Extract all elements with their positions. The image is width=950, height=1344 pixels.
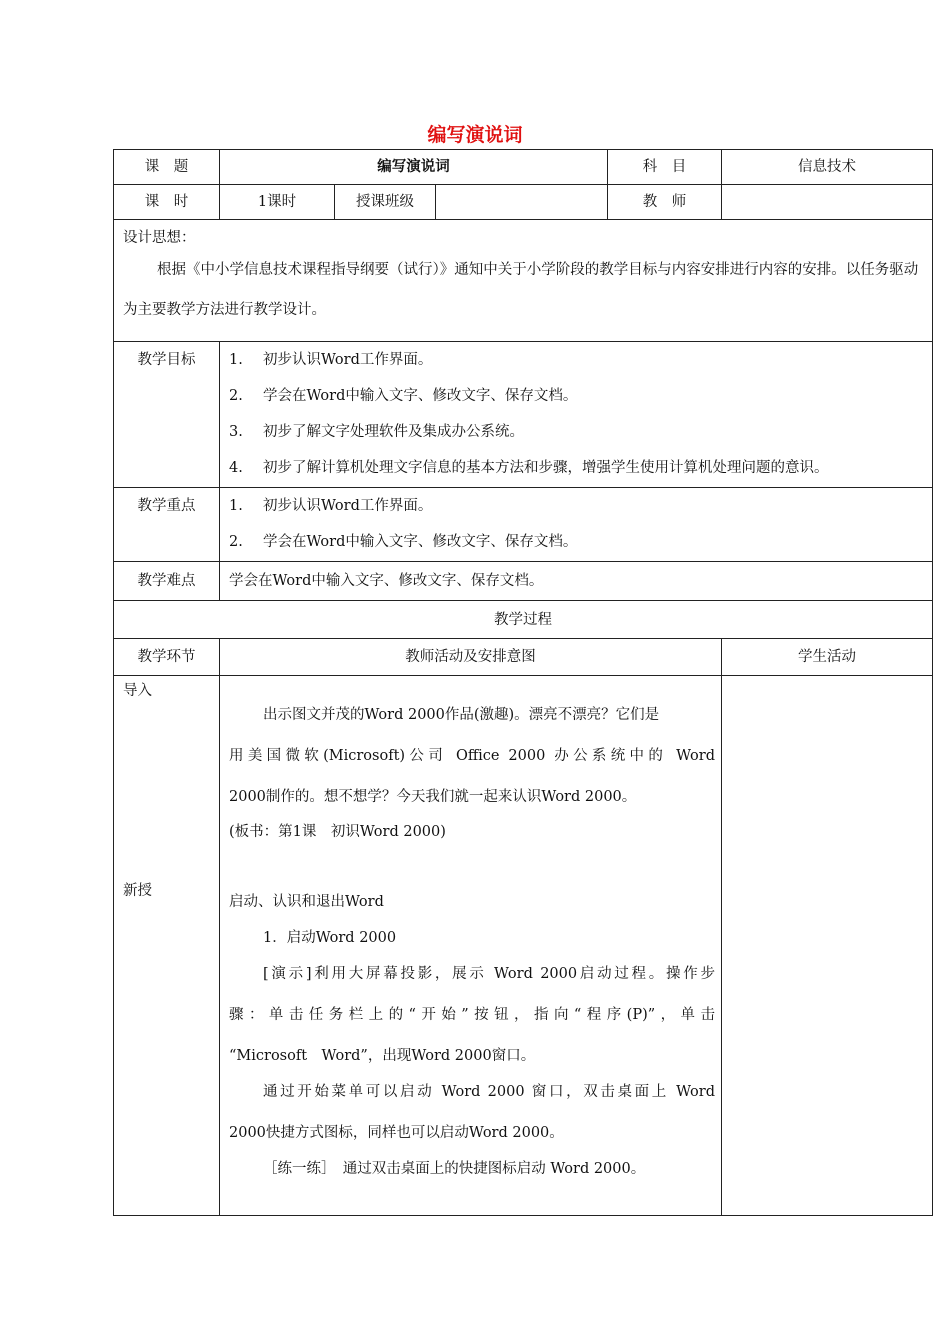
class-label: 授课班级 (335, 185, 436, 220)
key-point-item: 2. 学会在Word中输入文字、修改文字、保存文档。 (229, 534, 578, 550)
hours-value: 1课时 (220, 185, 335, 220)
activity-line: 骤：单击任务栏上的“开始”按钮，指向“程序(P)”，单击 (229, 1007, 715, 1023)
row-goals (114, 342, 933, 488)
difficulty-label: 教学难点 (114, 562, 220, 601)
row-process-content (114, 676, 933, 1216)
document-title: 编写演说词 (427, 124, 523, 146)
row-key-points (114, 488, 933, 562)
activity-line: (板书：第1课 初识Word 2000) (229, 824, 446, 840)
activity-line: 1．启动Word 2000 (263, 930, 397, 946)
activity-line: “Microsoft Word”，出现Word 2000窗口。 (229, 1048, 536, 1064)
col-stage-header: 教学环节 (114, 639, 220, 676)
design-text: 根据《中小学信息技术课程指导纲要（试行）》通知中关于小学阶段的教学目标与内容安排进行内容的安排。以任务驱动为主要教学方法进行教学设计。 (123, 262, 919, 318)
activity-line: 2000快捷方式图标，同样也可以启动Word 2000。 (229, 1125, 564, 1141)
stage-column (114, 676, 220, 1216)
key-points-label: 教学重点 (114, 488, 220, 562)
hours-label: 课 时 (114, 185, 220, 220)
row-design (114, 220, 933, 342)
process-heading: 教学过程 (114, 601, 933, 639)
goal-item: 3. 初步了解文字处理软件及集成办公系统。 (229, 424, 524, 440)
design-heading: 设计思想： (123, 230, 196, 246)
row-process-columns (114, 639, 933, 676)
activity-line: 2000制作的。想不想学？今天我们就一起来认识Word 2000。 (229, 789, 637, 805)
lesson-plan-table (113, 149, 933, 1216)
teacher-activity-column (220, 676, 722, 1216)
col-teacher-header: 教师活动及安排意图 (220, 639, 722, 676)
topic-label: 课 题 (114, 150, 220, 185)
stage-new-lesson: 新授 (123, 883, 152, 899)
row-difficulty (114, 562, 933, 601)
activity-line: [演示]利用大屏幕投影，展示 Word 2000启动过程。操作步 (263, 966, 715, 982)
topic-value: 编写演说词 (220, 150, 608, 185)
subject-label: 科 目 (608, 150, 722, 185)
activity-line: 通过开始菜单可以启动 Word 2000 窗口，双击桌面上 Word (263, 1084, 715, 1100)
goal-item: 4. 初步了解计算机处理文字信息的基本方法和步骤，增强学生使用计算机处理问题的意识。 (229, 460, 829, 476)
stage-intro: 导入 (123, 683, 152, 699)
difficulty-text: 学会在Word中输入文字、修改文字、保存文档。 (220, 562, 933, 601)
activity-line: 用美国微软(Microsoft)公司 Office 2000 办公系统中的 Word (229, 748, 715, 764)
teacher-label: 教 师 (608, 185, 722, 220)
row-topic (114, 150, 933, 185)
activity-line: ［练一练］ 通过双击桌面上的快捷图标启动 Word 2000。 (263, 1161, 646, 1177)
goal-item: 1. 初步认识Word工作界面。 (229, 352, 433, 368)
goal-item: 2. 学会在Word中输入文字、修改文字、保存文档。 (229, 388, 578, 404)
activity-line: 出示图文并茂的Word 2000作品(激趣)。漂亮不漂亮？它们是 (263, 707, 660, 723)
subject-value: 信息技术 (722, 150, 933, 185)
key-point-item: 1. 初步认识Word工作界面。 (229, 498, 433, 514)
activity-line: 启动、认识和退出Word (229, 894, 384, 910)
teacher-value (722, 185, 933, 220)
row-process-heading (114, 601, 933, 639)
col-student-header: 学生活动 (722, 639, 933, 676)
row-hours (114, 185, 933, 220)
class-value (436, 185, 608, 220)
student-activity-column (722, 676, 933, 1216)
goals-label: 教学目标 (114, 342, 220, 488)
